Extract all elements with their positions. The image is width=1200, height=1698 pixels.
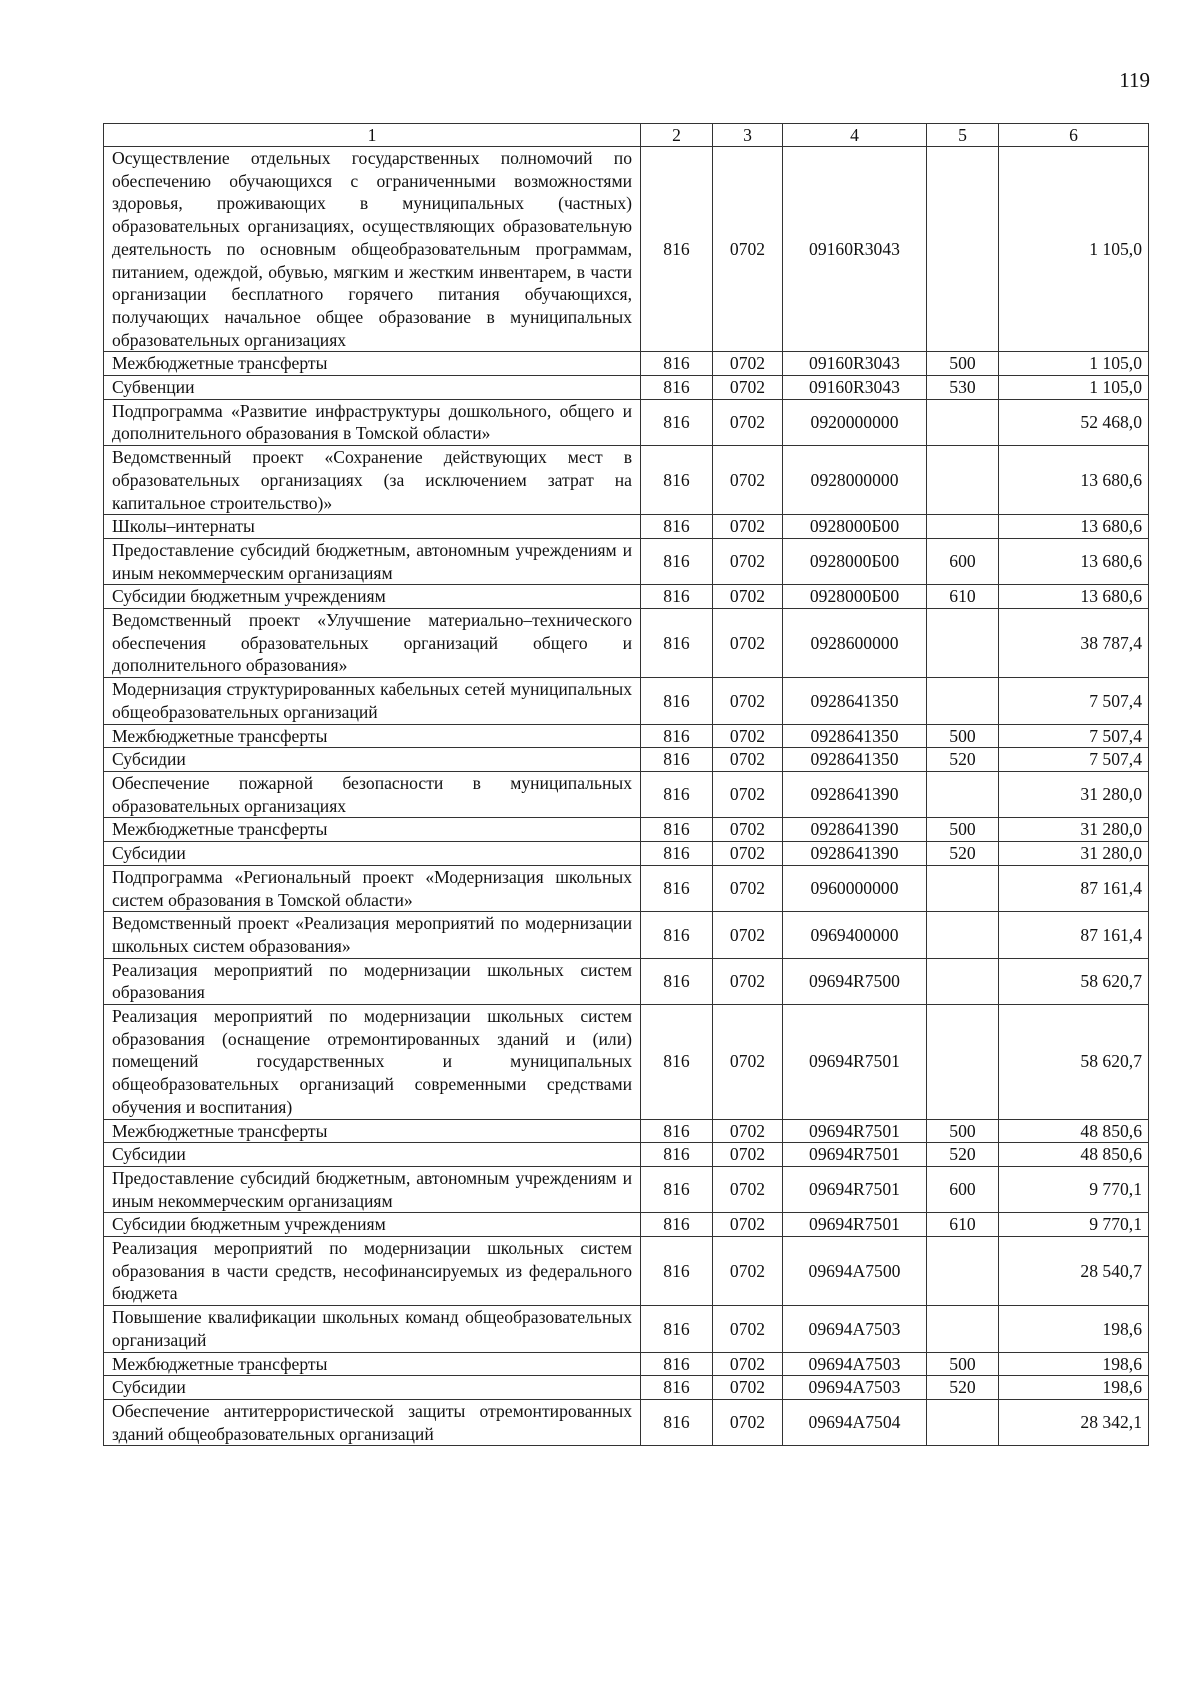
row-dept-code: 816: [641, 958, 713, 1004]
table-row: [104, 912, 1149, 958]
table-row: [104, 585, 1149, 609]
table-row: [104, 958, 1149, 1004]
row-section-code: 0702: [713, 912, 783, 958]
row-name: Межбюджетные трансферты: [104, 818, 641, 842]
row-amount: 13 680,6: [999, 538, 1149, 584]
row-dept-code: 816: [641, 147, 713, 352]
table-row: [104, 352, 1149, 376]
table-row: [104, 865, 1149, 911]
row-amount: 9 770,1: [999, 1213, 1149, 1237]
row-amount: 13 680,6: [999, 515, 1149, 539]
row-dept-code: 816: [641, 1306, 713, 1352]
row-target-code: 09694R7500: [783, 958, 927, 1004]
table-row: [104, 818, 1149, 842]
row-expense-type: [927, 912, 999, 958]
row-dept-code: 816: [641, 1376, 713, 1400]
row-expense-type: 500: [927, 1119, 999, 1143]
row-dept-code: 816: [641, 515, 713, 539]
row-amount: 58 620,7: [999, 1005, 1149, 1120]
row-section-code: 0702: [713, 1166, 783, 1212]
table-row: [104, 678, 1149, 724]
row-section-code: 0702: [713, 1005, 783, 1120]
row-expense-type: [927, 147, 999, 352]
row-name: Субсидии: [104, 1376, 641, 1400]
row-name: Обеспечение пожарной безопасности в муниципальных образовательных организациях: [104, 771, 641, 817]
row-section-code: 0702: [713, 352, 783, 376]
row-expense-type: [927, 1005, 999, 1120]
row-target-code: 09694R7501: [783, 1213, 927, 1237]
row-name: Реализация мероприятий по модернизации школьных систем образования: [104, 958, 641, 1004]
row-dept-code: 816: [641, 1166, 713, 1212]
row-expense-type: [927, 1306, 999, 1352]
row-target-code: 09694A7503: [783, 1306, 927, 1352]
row-target-code: 0928600000: [783, 609, 927, 678]
row-expense-type: 500: [927, 352, 999, 376]
row-amount: 7 507,4: [999, 724, 1149, 748]
table-row: [104, 1143, 1149, 1167]
row-amount: 38 787,4: [999, 609, 1149, 678]
row-section-code: 0702: [713, 865, 783, 911]
row-dept-code: 816: [641, 771, 713, 817]
row-name: Межбюджетные трансферты: [104, 352, 641, 376]
header-col-5: 5: [927, 124, 999, 147]
row-expense-type: 500: [927, 724, 999, 748]
row-expense-type: 600: [927, 538, 999, 584]
row-name: Ведомственный проект «Реализация мероприятий по модернизации школьных систем образования»: [104, 912, 641, 958]
row-name: Предоставление субсидий бюджетным, автономным учреждениям и иным некоммерческим организациям: [104, 1166, 641, 1212]
header-col-4: 4: [783, 124, 927, 147]
row-target-code: 09694R7501: [783, 1119, 927, 1143]
row-dept-code: 816: [641, 748, 713, 772]
row-section-code: 0702: [713, 1306, 783, 1352]
row-name: Субсидии бюджетным учреждениям: [104, 585, 641, 609]
table-row: [104, 1005, 1149, 1120]
row-target-code: 09694A7503: [783, 1352, 927, 1376]
row-amount: 31 280,0: [999, 818, 1149, 842]
row-amount: 1 105,0: [999, 352, 1149, 376]
row-name: Ведомственный проект «Улучшение материально–технического обеспечения образовательных организаций общего и дополнительного образования»: [104, 609, 641, 678]
row-expense-type: 600: [927, 1166, 999, 1212]
row-dept-code: 816: [641, 724, 713, 748]
row-name: Модернизация структурированных кабельных сетей муниципальных общеобразовательных организаций: [104, 678, 641, 724]
table-body: [104, 147, 1149, 1446]
row-target-code: 0928641350: [783, 748, 927, 772]
row-name: Межбюджетные трансферты: [104, 724, 641, 748]
table-row: [104, 515, 1149, 539]
row-name: Подпрограмма «Региональный проект «Модернизация школьных систем образования в Томской области»: [104, 865, 641, 911]
row-amount: 1 105,0: [999, 376, 1149, 400]
row-amount: 13 680,6: [999, 446, 1149, 515]
row-dept-code: 816: [641, 912, 713, 958]
row-amount: 7 507,4: [999, 678, 1149, 724]
row-target-code: 09160R3043: [783, 352, 927, 376]
row-section-code: 0702: [713, 446, 783, 515]
row-name: Субсидии: [104, 842, 641, 866]
table-row: [104, 1119, 1149, 1143]
row-expense-type: [927, 1399, 999, 1445]
row-target-code: 0928641350: [783, 724, 927, 748]
row-dept-code: 816: [641, 1352, 713, 1376]
row-name: Подпрограмма «Развитие инфраструктуры дошкольного, общего и дополнительного образования в Томской области»: [104, 399, 641, 445]
row-amount: 31 280,0: [999, 771, 1149, 817]
row-amount: 52 468,0: [999, 399, 1149, 445]
row-amount: 87 161,4: [999, 865, 1149, 911]
row-section-code: 0702: [713, 1237, 783, 1306]
row-section-code: 0702: [713, 771, 783, 817]
header-col-3: 3: [713, 124, 783, 147]
table-row: [104, 748, 1149, 772]
row-dept-code: 816: [641, 376, 713, 400]
header-col-2: 2: [641, 124, 713, 147]
table-row: [104, 1376, 1149, 1400]
table-row: [104, 1352, 1149, 1376]
row-amount: 1 105,0: [999, 147, 1149, 352]
row-target-code: 0969400000: [783, 912, 927, 958]
row-section-code: 0702: [713, 1399, 783, 1445]
row-dept-code: 816: [641, 1237, 713, 1306]
row-dept-code: 816: [641, 1143, 713, 1167]
table-row: [104, 771, 1149, 817]
table-row: [104, 1166, 1149, 1212]
row-target-code: 0928641390: [783, 818, 927, 842]
table-row: [104, 1237, 1149, 1306]
row-section-code: 0702: [713, 678, 783, 724]
row-name: Субвенции: [104, 376, 641, 400]
row-expense-type: [927, 958, 999, 1004]
table-row: [104, 1399, 1149, 1445]
row-section-code: 0702: [713, 958, 783, 1004]
row-section-code: 0702: [713, 376, 783, 400]
row-amount: 7 507,4: [999, 748, 1149, 772]
row-amount: 198,6: [999, 1306, 1149, 1352]
page-number: 119: [1119, 68, 1150, 92]
row-name: Предоставление субсидий бюджетным, автономным учреждениям и иным некоммерческим организациям: [104, 538, 641, 584]
row-dept-code: 816: [641, 1119, 713, 1143]
row-name: Школы–интернаты: [104, 515, 641, 539]
row-name: Субсидии: [104, 748, 641, 772]
row-amount: 198,6: [999, 1376, 1149, 1400]
row-expense-type: 610: [927, 1213, 999, 1237]
row-expense-type: 500: [927, 1352, 999, 1376]
table-row: [104, 609, 1149, 678]
row-target-code: 09694A7504: [783, 1399, 927, 1445]
row-section-code: 0702: [713, 399, 783, 445]
table-row: [104, 147, 1149, 352]
row-expense-type: [927, 771, 999, 817]
row-amount: 28 540,7: [999, 1237, 1149, 1306]
table-row: [104, 1306, 1149, 1352]
row-dept-code: 816: [641, 842, 713, 866]
row-dept-code: 816: [641, 538, 713, 584]
row-expense-type: 520: [927, 1376, 999, 1400]
row-target-code: 09160R3043: [783, 376, 927, 400]
row-amount: 13 680,6: [999, 585, 1149, 609]
row-dept-code: 816: [641, 678, 713, 724]
row-target-code: 09160R3043: [783, 147, 927, 352]
table-row: [104, 446, 1149, 515]
table-row: [104, 538, 1149, 584]
row-amount: 9 770,1: [999, 1166, 1149, 1212]
header-row: [104, 124, 1149, 147]
row-expense-type: 520: [927, 1143, 999, 1167]
row-section-code: 0702: [713, 1213, 783, 1237]
row-target-code: 0928000Б00: [783, 585, 927, 609]
row-section-code: 0702: [713, 724, 783, 748]
row-target-code: 09694R7501: [783, 1166, 927, 1212]
row-amount: 48 850,6: [999, 1119, 1149, 1143]
row-expense-type: [927, 678, 999, 724]
row-expense-type: [927, 399, 999, 445]
row-target-code: 0928000000: [783, 446, 927, 515]
row-target-code: 0928641350: [783, 678, 927, 724]
table-header: [104, 124, 1149, 147]
row-expense-type: 520: [927, 842, 999, 866]
row-expense-type: [927, 1237, 999, 1306]
row-dept-code: 816: [641, 609, 713, 678]
row-amount: 58 620,7: [999, 958, 1149, 1004]
table-row: [104, 399, 1149, 445]
row-expense-type: 520: [927, 748, 999, 772]
row-section-code: 0702: [713, 842, 783, 866]
row-name: Субсидии бюджетным учреждениям: [104, 1213, 641, 1237]
row-section-code: 0702: [713, 1352, 783, 1376]
row-name: Ведомственный проект «Сохранение действующих мест в образовательных организациях (за исключением затрат на капитальное строительство)»: [104, 446, 641, 515]
row-section-code: 0702: [713, 1119, 783, 1143]
row-section-code: 0702: [713, 585, 783, 609]
row-target-code: 0928641390: [783, 842, 927, 866]
row-target-code: 09694A7503: [783, 1376, 927, 1400]
row-expense-type: [927, 515, 999, 539]
row-dept-code: 816: [641, 585, 713, 609]
row-amount: 198,6: [999, 1352, 1149, 1376]
row-name: Межбюджетные трансферты: [104, 1119, 641, 1143]
row-expense-type: [927, 865, 999, 911]
row-target-code: 0928641390: [783, 771, 927, 817]
row-section-code: 0702: [713, 818, 783, 842]
row-name: Повышение квалификации школьных команд общеобразовательных организаций: [104, 1306, 641, 1352]
row-section-code: 0702: [713, 538, 783, 584]
row-expense-type: 500: [927, 818, 999, 842]
row-name: Осуществление отдельных государственных полномочий по обеспечению обучающихся с ограниченными возможностями здоровья, проживающих в муниципальных (частных) образовательных организациях, осуществляющих образовательную деятельность по основным общеобразовательным программам, питанием, одеждой, обувью, мягким и жестким инвентарем, в части организации бесплатного горячего питания обучающихся, получающих начальное общее образование в муниципальных образовательных организациях: [104, 147, 641, 352]
row-section-code: 0702: [713, 1143, 783, 1167]
table-row: [104, 376, 1149, 400]
row-dept-code: 816: [641, 1213, 713, 1237]
row-target-code: 0928000Б00: [783, 515, 927, 539]
row-expense-type: 610: [927, 585, 999, 609]
row-dept-code: 816: [641, 399, 713, 445]
row-dept-code: 816: [641, 865, 713, 911]
table-row: [104, 842, 1149, 866]
row-expense-type: 530: [927, 376, 999, 400]
row-name: Межбюджетные трансферты: [104, 1352, 641, 1376]
budget-table: [103, 123, 1149, 1446]
row-target-code: 0920000000: [783, 399, 927, 445]
header-col-1: 1: [104, 124, 641, 147]
row-target-code: 0960000000: [783, 865, 927, 911]
row-name: Реализация мероприятий по модернизации школьных систем образования (оснащение отремонтированных зданий и (или) помещений государственных и муниципальных общеобразовательных организаций современными средствами обучения и воспитания): [104, 1005, 641, 1120]
row-section-code: 0702: [713, 1376, 783, 1400]
row-dept-code: 816: [641, 352, 713, 376]
row-name: Реализация мероприятий по модернизации школьных систем образования в части средств, несофинансируемых из федерального бюджета: [104, 1237, 641, 1306]
row-dept-code: 816: [641, 818, 713, 842]
row-dept-code: 816: [641, 1005, 713, 1120]
row-dept-code: 816: [641, 446, 713, 515]
row-amount: 31 280,0: [999, 842, 1149, 866]
row-target-code: 09694R7501: [783, 1005, 927, 1120]
row-section-code: 0702: [713, 748, 783, 772]
row-section-code: 0702: [713, 609, 783, 678]
row-expense-type: [927, 446, 999, 515]
row-section-code: 0702: [713, 147, 783, 352]
row-amount: 28 342,1: [999, 1399, 1149, 1445]
row-name: Обеспечение антитеррористической защиты отремонтированных зданий общеобразовательных организаций: [104, 1399, 641, 1445]
row-target-code: 09694A7500: [783, 1237, 927, 1306]
row-dept-code: 816: [641, 1399, 713, 1445]
row-amount: 48 850,6: [999, 1143, 1149, 1167]
row-target-code: 09694R7501: [783, 1143, 927, 1167]
table-row: [104, 724, 1149, 748]
row-target-code: 0928000Б00: [783, 538, 927, 584]
table-row: [104, 1213, 1149, 1237]
row-expense-type: [927, 609, 999, 678]
row-name: Субсидии: [104, 1143, 641, 1167]
row-section-code: 0702: [713, 515, 783, 539]
row-amount: 87 161,4: [999, 912, 1149, 958]
header-col-6: 6: [999, 124, 1149, 147]
